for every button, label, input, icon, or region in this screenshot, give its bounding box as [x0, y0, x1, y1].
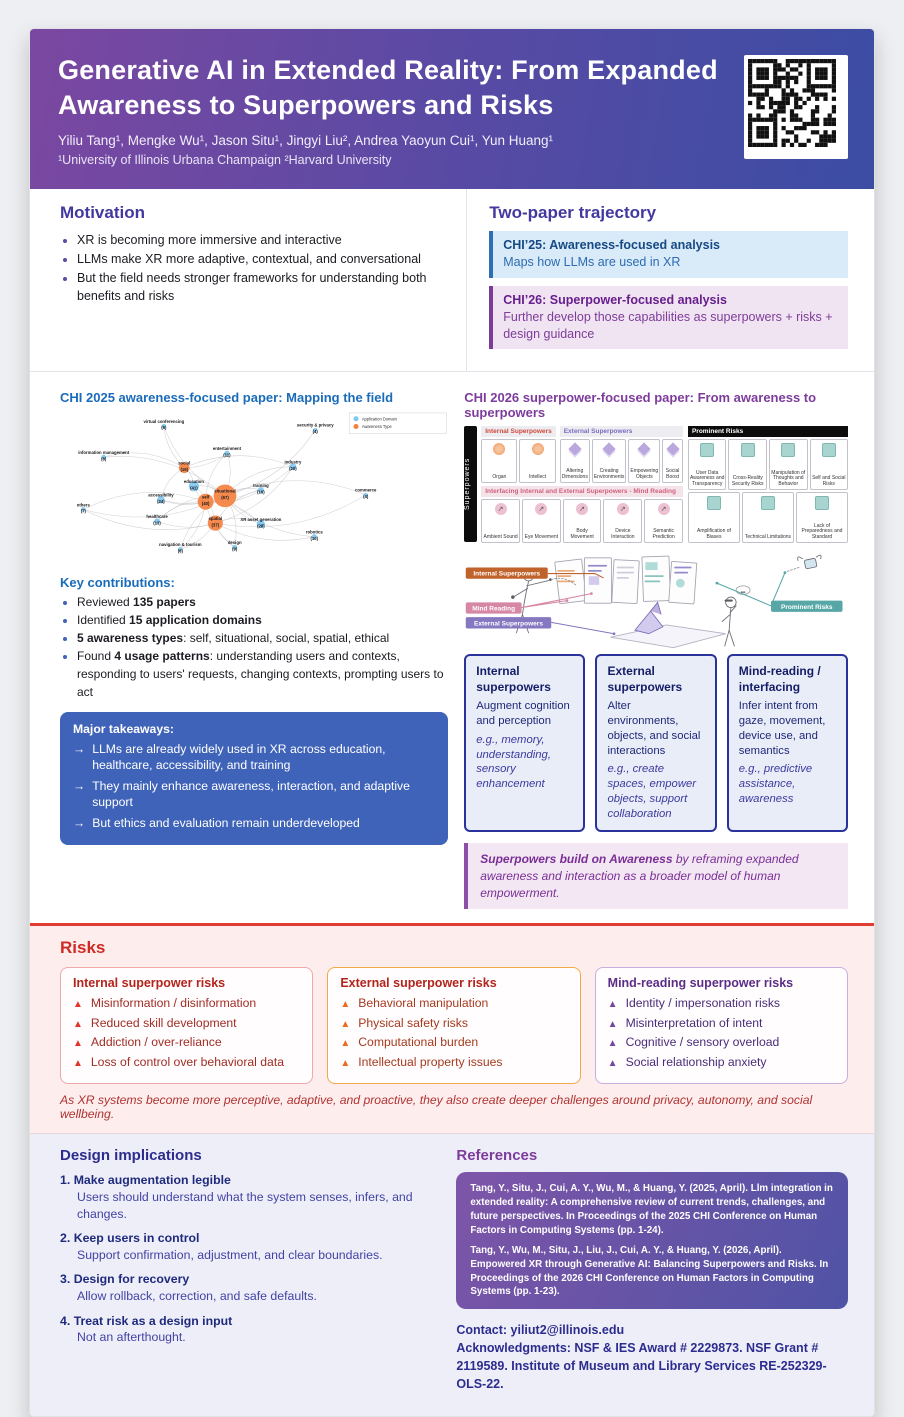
- risk-item: [608, 1035, 835, 1051]
- box-desc: Infer intent from gaze, movement, device use, and semantics: [738, 699, 826, 757]
- risk-text: Cognitive / sensory overload: [625, 1035, 780, 1050]
- trajectory-desc: Further develop those capabilities as superpowers + risks + design guidance: [503, 309, 833, 341]
- svg-text:Awareness Type: Awareness Type: [361, 424, 392, 430]
- item-desc: Not an afterthought.: [77, 1330, 186, 1345]
- mind-reading-title: Interfacing Internal and External Superpowers - Mind Reading: [481, 486, 683, 497]
- design-item: [60, 1172, 430, 1222]
- svg-text:(13): (13): [153, 520, 161, 526]
- svg-text:...: ...: [741, 589, 746, 596]
- cell-label: Intellect: [528, 473, 547, 480]
- trajectory-item-chi25: [489, 231, 848, 278]
- svg-text:others: others: [76, 502, 90, 508]
- references-section: [456, 1147, 848, 1393]
- superpowers-framework-figure: [464, 426, 848, 542]
- svg-text:spatial: spatial: [208, 516, 223, 522]
- item-title: Treat risk as a design input: [73, 1313, 233, 1328]
- authors: Yiliu Tang¹, Mengke Wu¹, Jason Situ¹, Jingyi Liu², Andrea Yaoyun Cui¹, Yun Huang¹: [58, 133, 554, 149]
- box-title: Mind-reading / interfacing: [738, 664, 821, 694]
- awareness-callout: Superpowers build on Awareness by reframing expanded awareness and interaction as a broader model of human empowerment.: [464, 843, 848, 909]
- item-number: 3.: [60, 1272, 71, 1287]
- framework-cell: [769, 439, 808, 490]
- box-example: e.g., memory, understanding, sensory enhancement: [476, 733, 551, 791]
- trajectory-heading: Two-paper trajectory: [489, 203, 657, 223]
- internal-superpowers-panel: [481, 426, 555, 483]
- design-item: [60, 1230, 430, 1263]
- svg-text:(19): (19): [180, 467, 189, 473]
- risk-text: Reduced skill development: [90, 1015, 237, 1030]
- key-contribution: • Found 4 usage patterns: understanding users and contexts, responding to users' requests, changing contexts, prompting users to act: [77, 647, 448, 701]
- framework-cell: [481, 439, 517, 483]
- framework-cell: [728, 439, 767, 490]
- svg-text:industry: industry: [284, 460, 302, 466]
- poster-title: Generative AI in Extended Reality: From Expanded Awareness to Superpowers and Risks: [58, 55, 718, 120]
- risk-item: [73, 1035, 300, 1051]
- svg-text:entertainment: entertainment: [212, 446, 242, 452]
- external-superpowers-title: External Superpowers: [560, 426, 683, 437]
- risk-item: [340, 1016, 567, 1032]
- risk-text: Addiction / over-reliance: [90, 1035, 222, 1050]
- risk-item: [73, 996, 300, 1012]
- prominent-risks-title: Prominent Risks: [688, 426, 848, 437]
- cell-label: Altering Dimensions: [561, 468, 588, 480]
- svg-text:training: training: [253, 483, 269, 489]
- cell-label: User Data Awareness and Transparency: [690, 469, 725, 487]
- xr-scene-illustration: [464, 550, 848, 648]
- svg-text:(7): (7): [80, 509, 86, 515]
- risk-text: Computational burden: [358, 1035, 479, 1050]
- social-boost-icon: [666, 443, 679, 456]
- warning-icon: ▲: [73, 999, 83, 1011]
- mind-reading-risks-box: [595, 967, 848, 1084]
- svg-text:security & privacy: security & privacy: [296, 423, 334, 429]
- item-desc: Allow rollback, correction, and safe defaults.: [77, 1289, 317, 1303]
- internal-superpowers-box: [464, 654, 585, 832]
- warning-icon: ▲: [607, 999, 618, 1011]
- item-number: 1.: [60, 1173, 71, 1188]
- user-data-awareness-icon: [700, 443, 714, 457]
- framework-cell: [522, 499, 561, 543]
- trajectory-tag: CHI’26: Superpower-focused analysis: [503, 292, 727, 307]
- technical-limitations-icon: [761, 496, 775, 510]
- risk-text: Intellectual property issues: [358, 1054, 503, 1069]
- svg-text:robotics: robotics: [305, 529, 323, 535]
- poster: [29, 28, 875, 1417]
- cell-label: Body Movement: [570, 528, 594, 540]
- internal-superpowers-title: Internal Superpowers: [481, 426, 555, 437]
- chi2026-heading: CHI 2026 superpower-focused paper: From awareness to superpowers: [464, 390, 817, 421]
- svg-text:situational: situational: [214, 489, 236, 495]
- cell-label: Empowering Objects: [630, 468, 659, 480]
- arrow-icon: →: [73, 815, 86, 830]
- poster-header: [30, 29, 874, 189]
- svg-text:(37): (37): [211, 522, 220, 528]
- framework-cell: [796, 492, 848, 543]
- risks-section: [30, 926, 874, 1134]
- svg-text:(11): (11): [223, 452, 231, 458]
- box-title: External superpowers: [607, 664, 683, 694]
- key-contributions-list: [60, 593, 448, 701]
- risk-item: [340, 996, 567, 1012]
- svg-text:information management: information management: [78, 450, 130, 456]
- warning-icon: ▲: [607, 1057, 618, 1069]
- key-contribution: • 5 awareness types: self, situational, social, spatial, ethical: [77, 629, 448, 647]
- device-interaction-icon: ↗: [617, 503, 629, 515]
- cell-label: Social Boost: [665, 468, 680, 480]
- framework-cell: [519, 439, 555, 483]
- body-movement-icon: ↗: [576, 503, 588, 515]
- risks-heading: Risks: [60, 938, 106, 958]
- cell-label: Manipulation of Thoughts and Behavior: [771, 469, 806, 487]
- design-item: [60, 1313, 430, 1346]
- cell-label: Organ: [492, 473, 507, 480]
- warning-icon: ▲: [340, 999, 351, 1011]
- item-desc: Users should understand what the system senses, infers, and changes.: [77, 1190, 413, 1221]
- svg-text:self: self: [201, 495, 210, 501]
- risk-box-title: Internal superpower risks: [73, 976, 226, 991]
- design-item: [60, 1271, 430, 1304]
- framework-main: [477, 426, 848, 542]
- framework-left: [481, 426, 683, 542]
- external-risks-box: [327, 967, 580, 1084]
- item-number: 2.: [60, 1231, 71, 1246]
- key-contributions-heading: Key contributions:: [60, 574, 175, 590]
- svg-text:(41): (41): [190, 485, 198, 491]
- svg-text:navigation & tourism: navigation & tourism: [159, 542, 202, 548]
- key-contribution: • Identified 15 application domains: [77, 611, 448, 629]
- framework-cell: [662, 439, 683, 483]
- ambient-sound-icon: ↗: [495, 503, 507, 515]
- svg-text:(40): (40): [201, 501, 210, 507]
- trajectory-tag: CHI’25: Awareness-focused analysis: [503, 238, 720, 253]
- cell-label: Device Interaction: [611, 528, 635, 540]
- references-heading: References: [456, 1147, 538, 1165]
- framework-cell: [742, 492, 794, 543]
- svg-text:Application Domain: Application Domain: [361, 416, 397, 422]
- trajectory-item-chi26: [489, 286, 848, 350]
- cell-label: Amplification of Biases: [697, 528, 731, 540]
- takeaway-text: They mainly enhance awareness, interaction, and adaptive support: [92, 778, 410, 810]
- box-title: Internal superpowers: [476, 664, 551, 694]
- intellect-icon: [532, 443, 544, 455]
- motivation-bullet: • But the field needs stronger frameworks for understanding both benefits and risks: [77, 269, 448, 307]
- risk-item: [608, 996, 835, 1012]
- cell-label: Semantic Prediction: [652, 528, 675, 540]
- svg-text:commerce: commerce: [355, 488, 377, 494]
- affiliations: ¹University of Illinois Urbana Champaign ²Harvard University: [58, 153, 392, 168]
- risk-item: [73, 1016, 300, 1032]
- risk-item: [608, 1016, 835, 1032]
- item-number: 4.: [60, 1313, 71, 1328]
- trajectory-desc: Maps how LLMs are used in XR: [503, 254, 681, 269]
- contact-block: [456, 1321, 848, 1394]
- svg-text:accessibility: accessibility: [148, 493, 174, 499]
- risk-box-title: External superpower risks: [340, 976, 497, 991]
- chi2025-heading: CHI 2025 awareness-focused paper: Mapping the field: [60, 390, 394, 406]
- superpower-boxes: [464, 654, 848, 832]
- motivation-heading: Motivation: [60, 203, 145, 223]
- framework-cell: [644, 499, 683, 543]
- framework-cell: [628, 439, 660, 483]
- risk-box-title: Mind-reading superpower risks: [607, 976, 794, 991]
- qr-code: [744, 55, 848, 159]
- cell-label: Ambient Sound: [483, 533, 518, 540]
- risk-text: Social relationship anxiety: [625, 1054, 767, 1069]
- trajectory-section: [467, 189, 874, 371]
- warning-icon: ▲: [73, 1057, 83, 1069]
- takeaway-item: [73, 815, 435, 831]
- empowering-objects-icon: [638, 443, 651, 456]
- key-contribution: • Reviewed 135 papers: [77, 593, 448, 611]
- creating-environments-icon: [602, 443, 615, 456]
- svg-text:education: education: [183, 479, 205, 485]
- takeaway-text: LLMs are already widely used in XR across education, healthcare, accessibility, and training: [92, 741, 386, 773]
- key-contributions: [60, 575, 448, 701]
- svg-text:(10): (10): [310, 536, 319, 542]
- reference-entry: Tang, Y., Situ, J., Cui, A. Y., Wu, M., & Huang, Y. (2025, April). Llm integration in extended reality: A comprehensive review of current trends, challenges, and future perspectives. In Proceedings of the 2025 CHI Conference on Human Factors in Computing Systems (pp. 1-24).: [470, 1183, 833, 1236]
- takeaway-item: [73, 741, 435, 774]
- cell-label: Technical Limitations: [744, 533, 792, 540]
- warning-icon: ▲: [73, 1018, 83, 1030]
- risk-item: [340, 1055, 567, 1071]
- warning-icon: ▲: [340, 1038, 351, 1050]
- intro-row: [30, 189, 874, 372]
- svg-text:(28): (28): [257, 523, 265, 529]
- major-takeaways-box: [60, 712, 448, 845]
- superpowers-axis-label: Superpowers: [464, 426, 477, 542]
- reference-entry: Tang, Y., Wu, M., Situ, J., Liu, J., Cui, A. Y., & Huang, Y. (2026, April). Empowered XR through Generative AI: Balancing Superpowers and Risks. In Proceedings of the 2026 CHI Conference on Human Factors in Computing Systems (pp. 1-23).: [470, 1245, 829, 1298]
- design-heading: Design implications: [60, 1147, 202, 1165]
- awareness-network-chart: [60, 411, 448, 566]
- svg-text:(67): (67): [221, 495, 229, 501]
- motivation-list: [60, 231, 448, 306]
- warning-icon: ▲: [607, 1038, 618, 1050]
- framework-cell: [603, 499, 642, 543]
- warning-icon: ▲: [607, 1018, 618, 1030]
- design-implications-section: [60, 1147, 430, 1393]
- svg-text:social: social: [178, 461, 191, 467]
- scene-label-external: [466, 618, 616, 636]
- svg-text:External Superpowers: External Superpowers: [474, 620, 544, 628]
- acknowledgments: Acknowledgments: NSF & IES Award # 2229873. NSF Grant # 2119589. Institute of Museum and Library Services RE-252329-OLS-22.: [456, 1341, 827, 1392]
- takeaway-text: But ethics and evaluation remain underdeveloped: [92, 815, 360, 830]
- cell-label: Cross-Reality Security Risks: [731, 475, 764, 487]
- framework-cell: [592, 439, 627, 483]
- box-example: e.g., predictive assistance, awareness: [738, 763, 813, 806]
- box-desc: Augment cognition and perception: [476, 699, 570, 727]
- framework-cell: [481, 499, 520, 543]
- manipulation-icon: [781, 443, 795, 457]
- box-example: e.g., create spaces, empower objects, support collaboration: [607, 763, 697, 821]
- external-superpowers-panel: [560, 426, 683, 483]
- item-desc: Support confirmation, adjustment, and clear boundaries.: [77, 1247, 383, 1262]
- risk-text: Misinformation / disinformation: [90, 996, 257, 1011]
- framework-cell: [688, 439, 727, 490]
- framework-cell: [810, 439, 849, 490]
- risk-text: Physical safety risks: [358, 1015, 468, 1030]
- svg-text:(16): (16): [257, 489, 265, 495]
- motivation-section: [30, 189, 467, 371]
- svg-text:XR asset generation: XR asset generation: [240, 517, 282, 523]
- svg-text:(4): (4): [363, 494, 369, 500]
- svg-text:(8): (8): [101, 456, 107, 462]
- motivation-bullet: • XR is becoming more immersive and interactive: [77, 231, 448, 250]
- organ-icon: [493, 443, 505, 455]
- references-box: [456, 1172, 848, 1309]
- arrow-icon: →: [73, 741, 86, 756]
- item-title: Keep users in control: [73, 1231, 200, 1246]
- lack-of-preparedness-icon: [815, 496, 829, 510]
- warning-icon: ▲: [340, 1057, 351, 1069]
- svg-text:(24): (24): [157, 499, 165, 505]
- svg-text:(9): (9): [232, 547, 238, 553]
- internal-risks-box: [60, 967, 313, 1084]
- semantic-prediction-icon: ↗: [658, 503, 670, 515]
- mind-reading-box: [727, 654, 848, 832]
- framework-cell: [688, 492, 740, 543]
- risk-text: Loss of control over behavioral data: [90, 1054, 284, 1069]
- prominent-risks-panel: [688, 426, 848, 542]
- eye-movement-icon: ↗: [535, 503, 547, 515]
- svg-text:Prominent Risks: Prominent Risks: [781, 604, 833, 612]
- svg-text:Internal Superpowers: Internal Superpowers: [473, 571, 541, 579]
- cell-label: Lack of Preparedness and Standard: [801, 522, 843, 540]
- contact-email: Contact: yiliut2@illinois.edu: [456, 1323, 625, 1338]
- arrow-icon: →: [73, 778, 86, 793]
- external-superpowers-box: [595, 654, 716, 832]
- bottom-row: [30, 1134, 874, 1415]
- papers-row: [30, 372, 874, 926]
- box-desc: Alter environments, objects, and social interactions: [607, 699, 701, 757]
- takeaways-heading: Major takeaways:: [73, 721, 174, 736]
- risk-item: [340, 1035, 567, 1051]
- risk-item: [73, 1055, 300, 1071]
- warning-icon: ▲: [73, 1038, 83, 1050]
- svg-text:(6): (6): [177, 548, 183, 554]
- altering-dimensions-icon: [568, 443, 581, 456]
- item-title: Make augmentation legible: [73, 1173, 231, 1188]
- amplification-of-biases-icon: [707, 496, 721, 510]
- svg-text:(20): (20): [289, 466, 297, 472]
- svg-text:(4): (4): [312, 429, 318, 435]
- cell-label: Creating Environments: [593, 468, 625, 480]
- chi2026-column: [452, 382, 874, 909]
- risk-item: [608, 1055, 835, 1071]
- risk-text: Identity / impersonation risks: [625, 996, 781, 1011]
- motivation-bullet: • LLMs make XR more adaptive, contextual, and conversational: [77, 250, 448, 269]
- chi2025-column: [30, 382, 452, 909]
- self-social-risks-icon: [822, 443, 836, 457]
- svg-text:virtual conferencing: virtual conferencing: [143, 419, 185, 425]
- cell-label: Eye Movement: [524, 533, 559, 540]
- cross-reality-security-icon: [741, 443, 755, 457]
- framework-cell: [563, 499, 602, 543]
- cell-label: Self and Social Risks: [812, 475, 846, 487]
- risk-text: Behavioral manipulation: [358, 996, 489, 1011]
- takeaway-item: [73, 778, 435, 811]
- svg-text:healthcare: healthcare: [146, 514, 168, 520]
- risk-text: Misinterpretation of intent: [625, 1015, 763, 1030]
- framework-cell: [560, 439, 590, 483]
- warning-icon: ▲: [340, 1018, 351, 1030]
- item-title: Design for recovery: [73, 1272, 190, 1287]
- risks-footnote: As XR systems become more perceptive, adaptive, and proactive, they also create deeper challenges around privacy, autonomy, and social wellbeing.: [60, 1093, 813, 1122]
- svg-text:design: design: [227, 540, 242, 546]
- svg-text:Mind Reading: Mind Reading: [472, 606, 516, 614]
- svg-text:(5): (5): [161, 425, 167, 431]
